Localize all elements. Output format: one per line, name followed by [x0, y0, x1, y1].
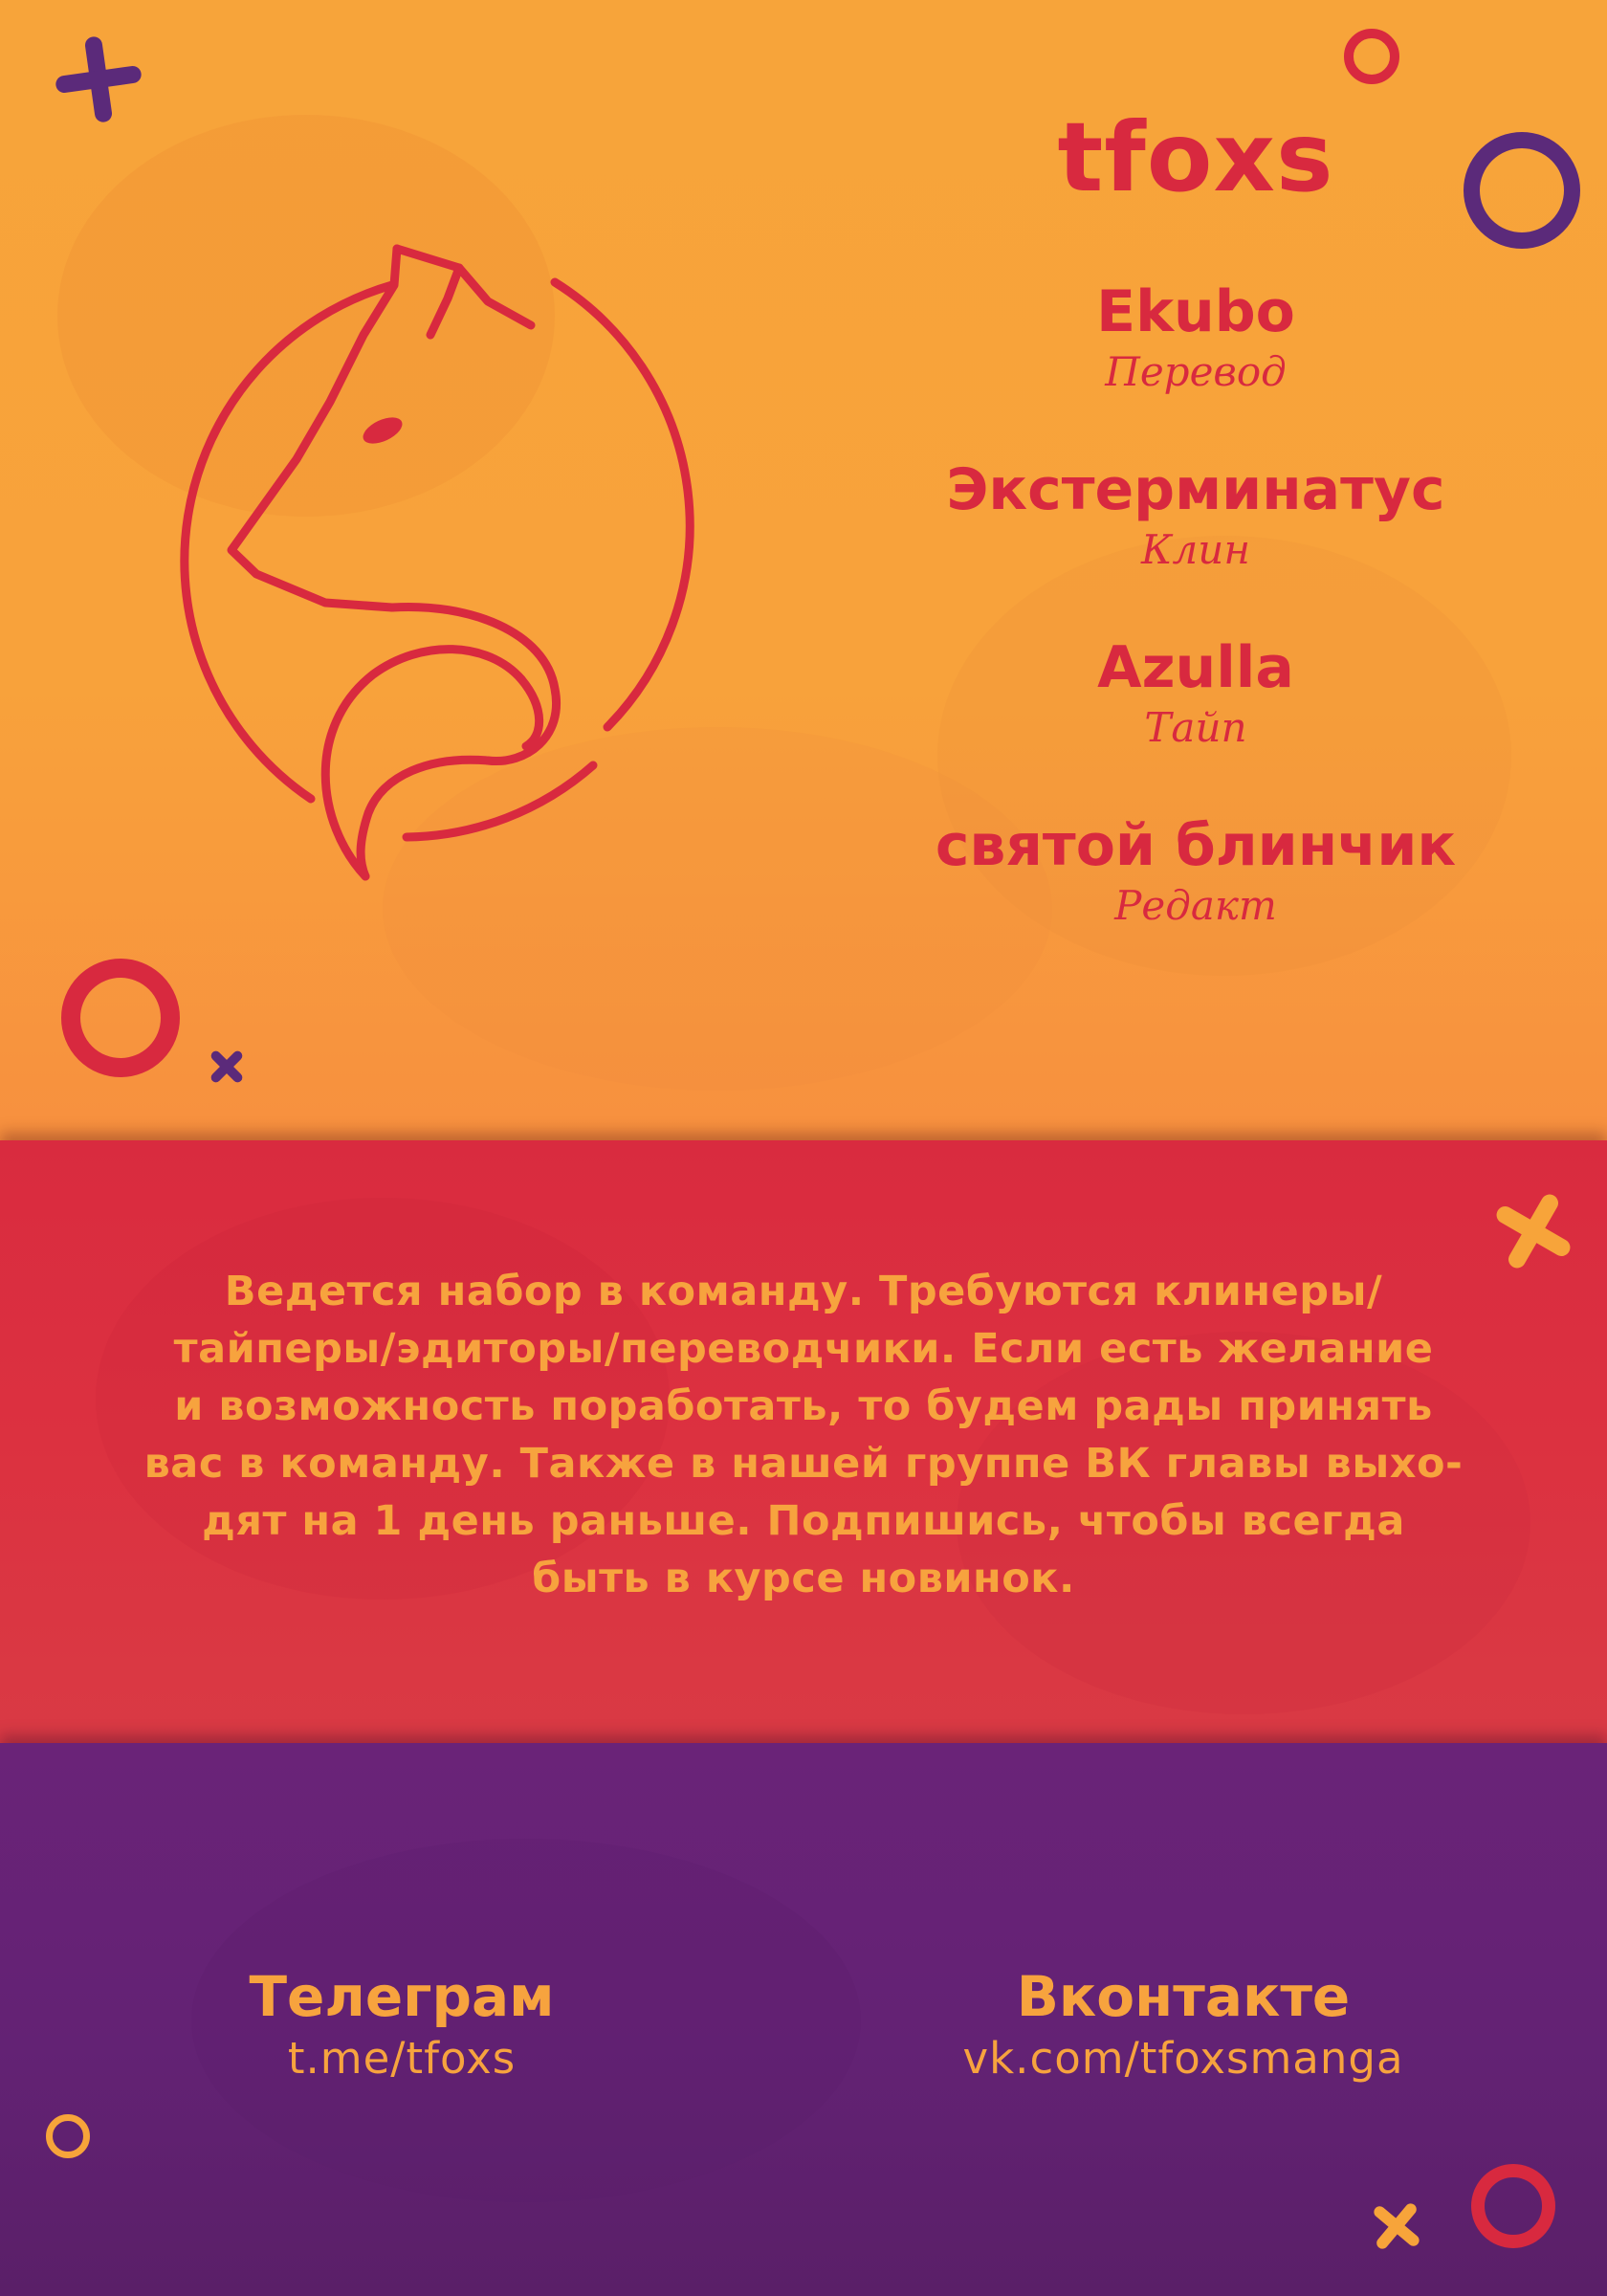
vk-link-block: [877, 1963, 1489, 2087]
credit-item: [899, 811, 1492, 930]
telegram-link-block: [96, 1963, 708, 2087]
credit-role: Редакт: [1114, 882, 1277, 929]
plus-decoration-icon: [1481, 1179, 1586, 1284]
cross-decoration-icon: [1363, 2193, 1430, 2260]
credit-name: Ekubo: [1096, 278, 1295, 345]
cross-decoration-icon: [203, 1043, 251, 1091]
ring-decoration-icon: [1471, 2164, 1555, 2248]
vk-title: Вконтакте: [1016, 1964, 1351, 2029]
announcement-line: дят на 1 день раньше. Подпишись, чтобы всегда: [202, 1497, 1405, 1545]
brand-title: tfoxs: [1057, 101, 1334, 213]
credit-item: [899, 455, 1492, 574]
credit-role: Клин: [1141, 526, 1250, 573]
vk-url[interactable]: vk.com/tfoxsmanga: [962, 2033, 1404, 2084]
announcement-line: Ведется набор в команду. Требуются клинеры/: [224, 1268, 1383, 1315]
announcement-line: и возможность поработать, то будем рады принять: [174, 1382, 1433, 1430]
ring-decoration-icon: [1344, 29, 1399, 84]
announcement-line: вас в команду. Также в нашей группе ВК главы выхо-: [143, 1440, 1464, 1488]
credit-name: Экстерминатус: [946, 456, 1445, 523]
announcement-section: [0, 1140, 1607, 1743]
plus-decoration-icon: [46, 27, 151, 132]
fox-logo-icon: [143, 230, 756, 899]
recruitment-announcement: [143, 1263, 1464, 1607]
credit-item: [899, 633, 1492, 752]
credit-name: Azulla: [1097, 634, 1294, 701]
ring-decoration-icon: [61, 959, 180, 1077]
ring-decoration-icon: [46, 2114, 90, 2158]
credit-role: Тайп: [1144, 704, 1247, 751]
credit-item: [899, 277, 1492, 396]
announcement-line: быть в курсе новинок.: [532, 1555, 1075, 1602]
credits-section: [0, 0, 1607, 1140]
announcement-line: тайперы/эдиторы/переводчики. Если есть желание: [173, 1325, 1434, 1373]
credit-name: святой блинчик: [935, 812, 1457, 879]
links-section: [0, 1743, 1607, 2296]
telegram-url[interactable]: t.me/tfoxs: [287, 2033, 517, 2084]
telegram-title: Телеграм: [249, 1964, 555, 2029]
credits-list: [899, 101, 1492, 989]
credit-role: Перевод: [1105, 348, 1287, 395]
